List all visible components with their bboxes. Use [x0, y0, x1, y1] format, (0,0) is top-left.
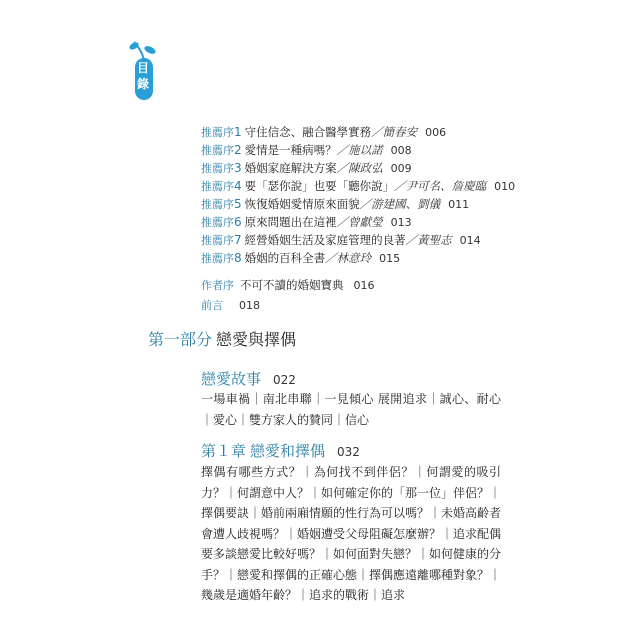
chapter-label: 第１章 — [201, 442, 247, 460]
rec-label: 推薦序 — [201, 252, 234, 265]
love-story-page: 022 — [273, 373, 296, 387]
part-label: 第一部分 — [148, 330, 213, 349]
rec-page: 008 — [390, 144, 412, 157]
list-item[interactable] — [201, 231, 541, 249]
rec-title: 守住信念、融合醫學實務 — [244, 125, 372, 139]
list-item[interactable] — [201, 213, 541, 231]
part-heading — [148, 328, 296, 352]
rec-author: ／曾獻瑩 — [336, 215, 383, 229]
chapter-heading[interactable] — [201, 440, 360, 463]
rec-number: 1 — [234, 125, 242, 139]
rec-author: ／黃聖志 — [405, 233, 452, 247]
list-item[interactable] — [201, 141, 541, 159]
rec-number: 5 — [234, 197, 242, 211]
rec-number: 7 — [234, 233, 242, 247]
rec-author: ／林意玲 — [325, 251, 372, 265]
list-item[interactable] — [201, 195, 541, 213]
rec-author: ／簡春安 — [371, 125, 418, 139]
rec-number: 4 — [234, 179, 242, 193]
rec-title: 愛情是一種病嗎？ — [244, 143, 337, 157]
author-preface-title: 不可不讀的婚姻寶典 — [240, 278, 344, 292]
rec-label: 推薦序 — [201, 198, 234, 211]
list-item[interactable] — [201, 159, 541, 177]
rec-page: 011 — [448, 198, 470, 211]
rec-label: 推薦序 — [201, 180, 234, 193]
list-item[interactable] — [201, 177, 541, 195]
rec-page: 006 — [425, 126, 447, 139]
rec-label: 推薦序 — [201, 162, 234, 175]
love-story-heading[interactable] — [201, 368, 296, 391]
rec-page: 014 — [459, 234, 481, 247]
rec-number: 6 — [234, 215, 242, 229]
rec-title: 婚姻的百科全書 — [244, 251, 326, 265]
rec-label: 推薦序 — [201, 126, 234, 139]
part-title: 戀愛與擇偶 — [216, 330, 297, 349]
rec-author: ／游建國、劉儀 — [359, 197, 441, 211]
rec-label: 推薦序 — [201, 234, 234, 247]
rec-title: 要「瑟你說」也要「聽你說」 — [244, 179, 395, 193]
rec-title: 經營婚姻生活及家庭管理的良著 — [244, 233, 406, 247]
chapter-page: 032 — [337, 445, 360, 459]
love-story-title: 戀愛故事 — [201, 370, 262, 388]
foreword-entry[interactable] — [201, 296, 541, 314]
rec-title: 原來問題出在這裡 — [244, 215, 337, 229]
author-preface-page: 016 — [353, 279, 375, 292]
recommendation-list — [201, 123, 541, 267]
list-item[interactable] — [201, 123, 541, 141]
rec-author: ／施以諾 — [336, 143, 383, 157]
rec-number: 2 — [234, 143, 242, 157]
rec-label: 推薦序 — [201, 144, 234, 157]
rec-page: 013 — [390, 216, 412, 229]
chapter-text: 擇偶有哪些方式？｜為何找不到伴侶？｜何謂愛的吸引力？｜何謂意中人？｜如何確定你的「那一位」伴侶？｜擇偶要訣｜婚前兩廂情願的性行為可以嗎？｜未婚高齡者會遭人歧視嗎？｜婚姻遭受父母阻礙怎麼辦？｜追求配偶要多談戀愛比較好嗎？｜如何面對失戀？｜如何健康的分手？｜戀愛和擇偶的正確心態｜擇偶應遠離哪種對象？｜幾歲是適婚年齡？｜追求的戰術｜追求 — [201, 465, 502, 602]
author-preface-entry[interactable] — [201, 276, 541, 294]
love-story-text: 一場車禍｜南北串聯｜一見傾心 展開追求｜誠心、耐心｜愛心｜雙方家人的贊同｜信心 — [201, 392, 501, 427]
rec-page: 009 — [390, 162, 412, 175]
logo-text: 目錄 — [136, 61, 149, 91]
chapter-title: 戀愛和擇偶 — [250, 442, 326, 460]
rec-author: ／尹可名、詹慶臨 — [394, 179, 487, 193]
rec-page: 010 — [494, 180, 516, 193]
rec-author: ／陳政弘 — [336, 161, 383, 175]
list-item[interactable] — [201, 249, 541, 267]
foreword-page: 018 — [239, 299, 260, 312]
rec-label: 推薦序 — [201, 216, 234, 229]
rec-page: 015 — [379, 252, 401, 265]
rec-number: 8 — [234, 251, 242, 265]
rec-title: 婚姻家庭解決方案 — [244, 161, 337, 175]
rec-title: 恢復婚姻愛情原來面貌 — [244, 197, 360, 211]
rec-number: 3 — [234, 161, 242, 175]
author-preface-label: 作者序 — [201, 279, 234, 292]
foreword-label: 前言 — [201, 299, 223, 312]
